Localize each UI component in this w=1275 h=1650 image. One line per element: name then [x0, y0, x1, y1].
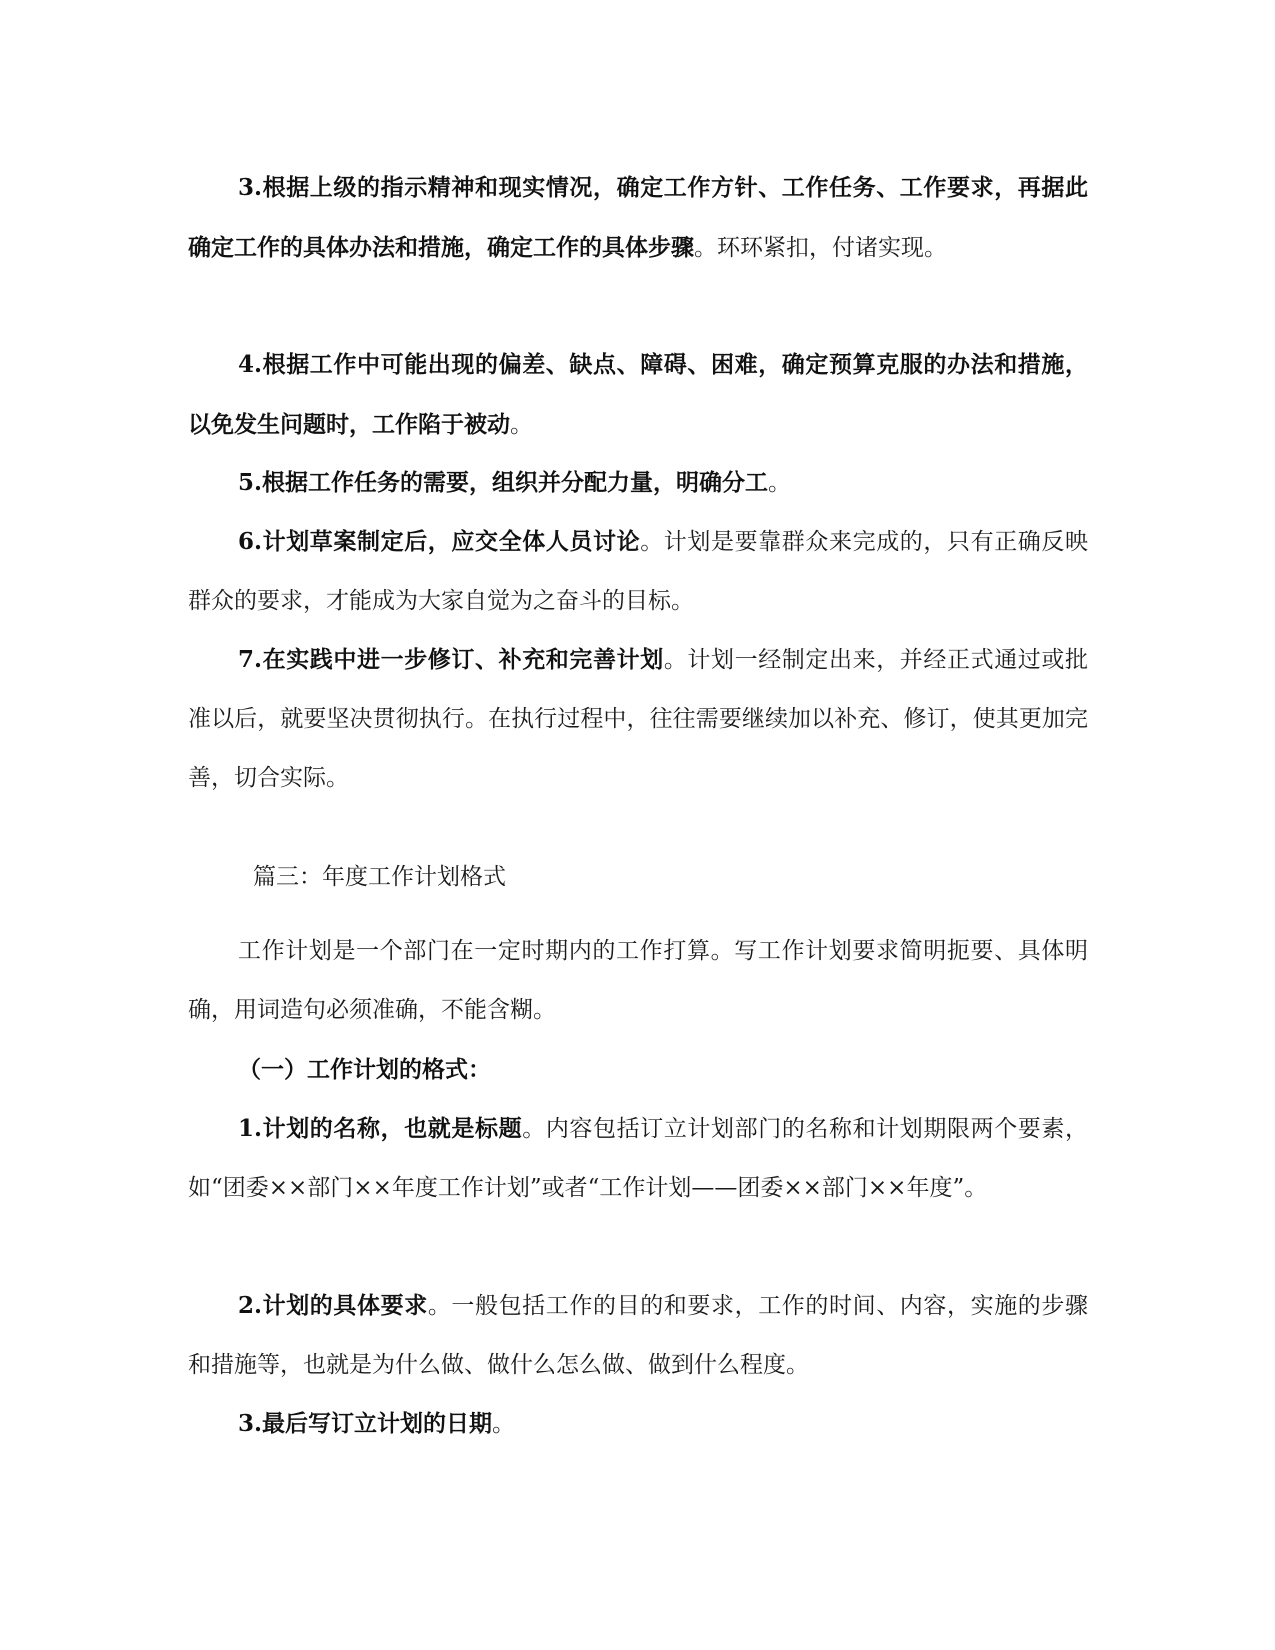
format-item-lead: 3.最后写订立计划的日期: [238, 1410, 493, 1437]
paragraph-text: 。计划一经制定出来，并经正式通过或批准以后，就要坚决贯彻执行。在执行过程中，往往需要继续加以补充、修订，使其更加完善，切合实际。: [188, 647, 1089, 791]
format-item-lead: 2.计划的具体要求: [238, 1292, 428, 1319]
format-item-3: [188, 1394, 1088, 1454]
paragraph-item-5: [188, 453, 1088, 513]
paragraph-text: 。环环紧扣，付诸实现。: [694, 235, 947, 261]
paragraph-lead: 5.根据工作任务的需要，组织并分配力量，明确分工: [238, 469, 769, 496]
format-item-lead: 1.计划的名称，也就是标题: [238, 1115, 523, 1142]
paragraph-item-6: [188, 512, 1088, 631]
paragraph-text: 。计划是要靠群众来完成的，只有正确反映群众的要求，才能成为大家自觉为之奋斗的目标。: [188, 529, 1088, 614]
paragraph-lead: 6.计划草案制定后，应交全体人员讨论: [238, 528, 641, 555]
paragraph-item-4: [188, 335, 1088, 455]
paragraph-item-7: [188, 630, 1088, 808]
format-item-text: 。内容包括订立计划部门的名称和计划期限两个要素，如“团委××部门××年度工作计划”或者“工作计划——团委××部门××年度”。: [188, 1116, 1089, 1201]
paragraph-lead: 7.在实践中进一步修订、补充和完善计划: [238, 646, 664, 673]
paragraph-text: 。: [510, 412, 533, 438]
format-item-1: [188, 1099, 1088, 1218]
format-item-text: 。一般包括工作的目的和要求，工作的时间、内容，实施的步骤和措施等，也就是为什么做、做什么怎么做、做到什么程度。: [188, 1293, 1089, 1378]
paragraph-item-3: [188, 158, 1088, 278]
section-heading: 篇三：年度工作计划格式: [253, 864, 506, 890]
format-heading-text: （一）工作计划的格式：: [238, 1056, 491, 1083]
format-heading: [238, 1040, 1088, 1100]
format-item-2: [188, 1276, 1088, 1395]
paragraph-lead: 4.根据工作中可能出现的偏差、缺点、障碍、困难，确定预算克服的办法和措施，以免发生问题时，工作陷于被动: [188, 351, 1088, 438]
paragraph-lead: 3.根据上级的指示精神和现实情况，确定工作方针、工作任务、工作要求，再据此确定工作的具体办法和措施，确定工作的具体步骤: [188, 174, 1088, 261]
format-item-text: 。: [492, 1411, 516, 1437]
paragraph-text: 。: [768, 470, 792, 496]
intro-paragraph: 工作计划是一个部门在一定时期内的工作打算。写工作计划要求简明扼要、具体明确，用词造句必须准确，不能含糊。: [188, 938, 1088, 1023]
